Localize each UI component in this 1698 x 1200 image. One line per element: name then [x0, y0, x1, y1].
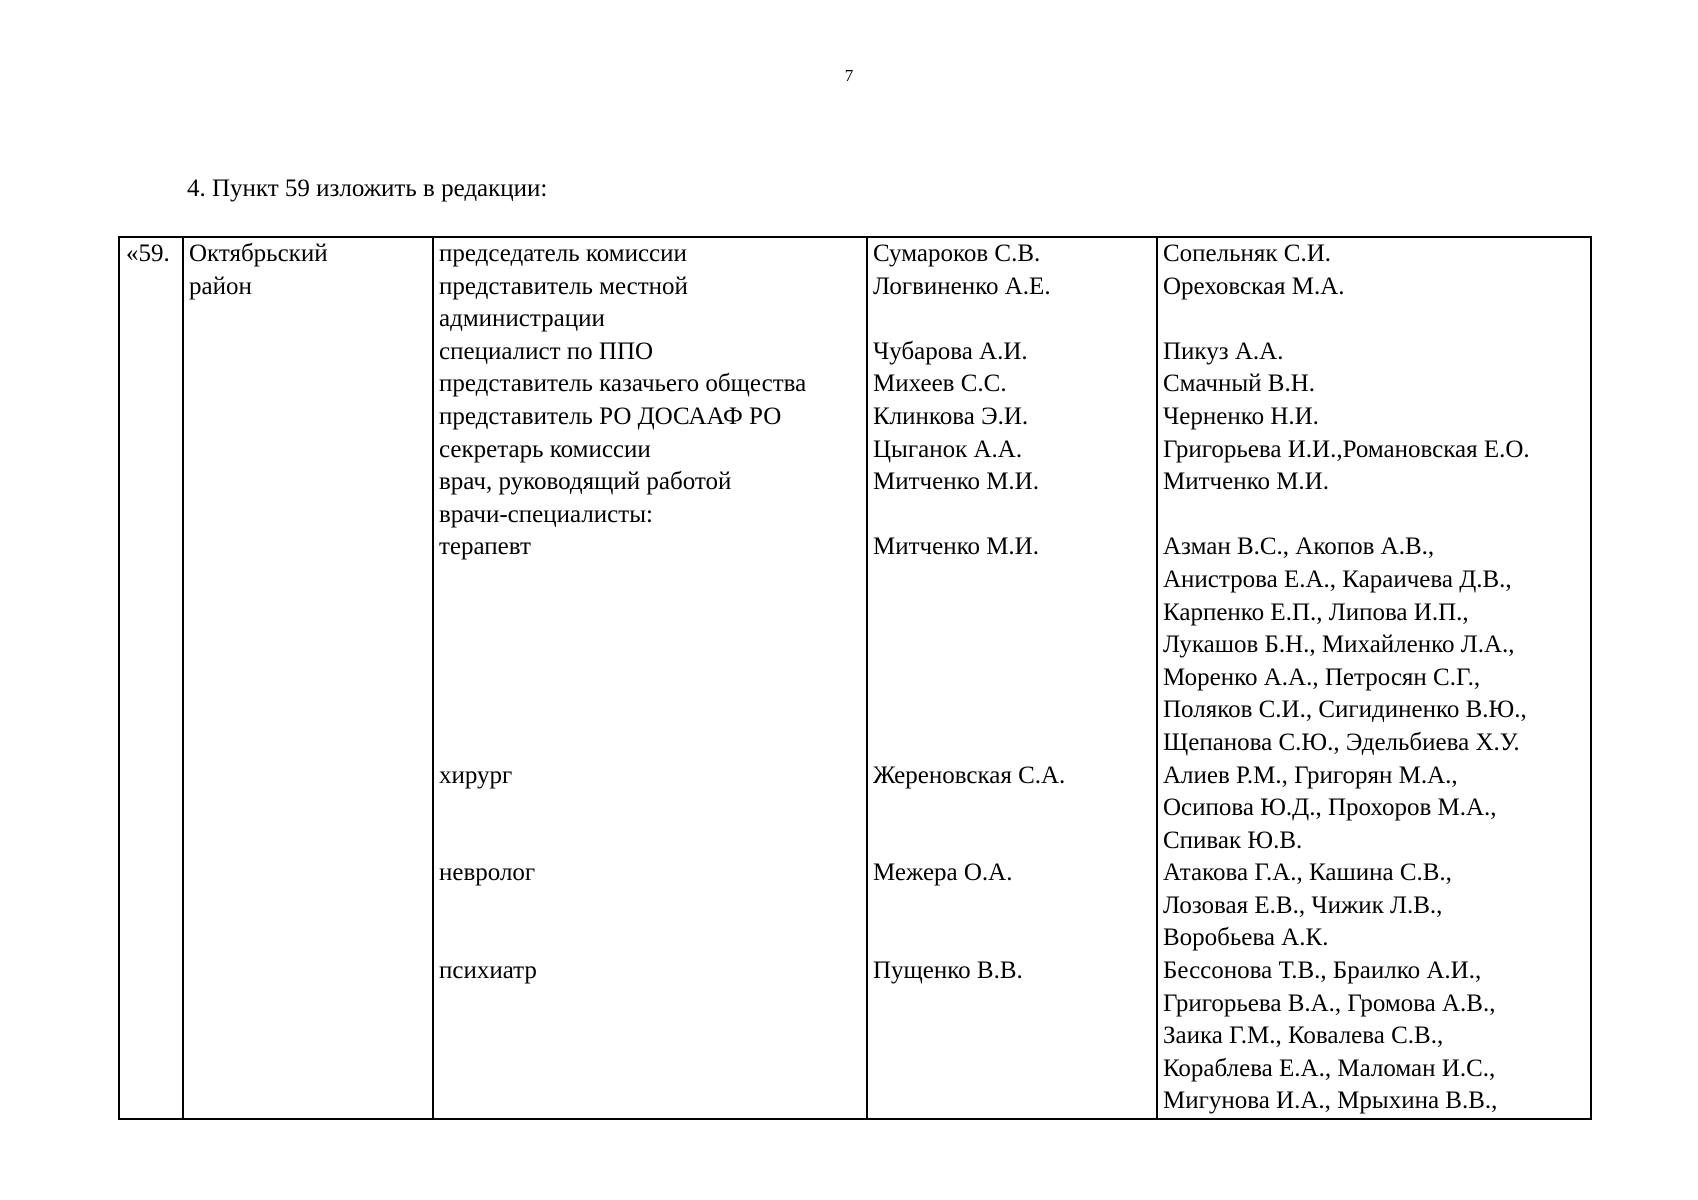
role-line: администрации — [439, 305, 605, 333]
reserve-member-cell — [1157, 237, 1591, 1119]
role-line — [439, 922, 866, 955]
main-member-line: Михеев С.С. — [873, 370, 1007, 398]
reserve-member-line: Щепанова С.Ю., Эдельбиева Х.У. — [1163, 728, 1520, 756]
role-cell — [433, 237, 867, 1119]
main-member-line — [873, 694, 1156, 727]
main-member-cell — [867, 237, 1157, 1119]
main-member-line: Митченко М.И. — [873, 533, 1039, 561]
role-line: председатель комиссии — [439, 240, 687, 267]
role-line — [439, 825, 866, 858]
reserve-member-line: Ореховская М.А. — [1163, 272, 1345, 300]
reserve-member-line: Черненко Н.И. — [1163, 402, 1319, 430]
main-member-line — [873, 499, 1156, 532]
table-row — [119, 237, 1591, 1119]
main-member-line — [873, 303, 1156, 336]
reserve-member-line: Бессонова Т.В., Браилко А.И., — [1163, 957, 1482, 985]
role-line: представитель казачьего общества — [439, 370, 807, 398]
item-number: «59. — [126, 240, 170, 267]
reserve-member-line: Лукашов Б.Н., Михайленко Л.А., — [1163, 631, 1515, 659]
reserve-member-line: Смачный В.Н. — [1163, 370, 1316, 398]
reserve-member-line: Заика Г.М., Ковалева С.В., — [1163, 1022, 1444, 1050]
reserve-member-line: Григорьева В.А., Громова А.В., — [1163, 989, 1496, 1017]
main-member-line — [873, 825, 1156, 858]
main-member-line — [873, 629, 1156, 662]
role-line — [439, 792, 866, 825]
district-cell — [183, 237, 433, 1119]
role-line: психиатр — [439, 957, 537, 985]
reserve-member-line: Азман В.С., Акопов А.В., — [1163, 533, 1435, 561]
main-member-line: Чубарова А.И. — [873, 337, 1028, 365]
role-line: невролог — [439, 859, 536, 887]
reserve-member-line: Пикуз А.А. — [1163, 337, 1284, 365]
reserve-member-line: Мигунова И.А., Мрыхина В.В., — [1163, 1087, 1498, 1115]
intro-paragraph: 4. Пункт 59 изложить в редакции: — [187, 175, 548, 202]
main-member-line — [873, 597, 1156, 630]
role-line: секретарь комиссии — [439, 435, 651, 463]
reserve-member-line: Сопельняк С.И. — [1163, 240, 1332, 267]
reserve-member-line: Воробьева А.К. — [1163, 924, 1329, 952]
main-member-line: Клинкова Э.И. — [873, 402, 1029, 430]
commission-table — [118, 236, 1592, 1120]
reserve-member-line: Атакова Г.А., Кашина С.В., — [1163, 859, 1452, 887]
reserve-member-line: Осипова Ю.Д., Прохоров М.А., — [1163, 794, 1497, 822]
reserve-member-line — [1163, 499, 1590, 532]
role-line — [439, 564, 866, 597]
reserve-member-line: Анистрова Е.А., Караичева Д.В., — [1163, 565, 1512, 593]
district-line: район — [189, 272, 252, 300]
reserve-member-line: Поляков С.И., Сигидиненко В.Ю., — [1163, 696, 1527, 724]
reserve-member-line: Митченко М.И. — [1163, 468, 1329, 496]
main-member-line: Сумароков С.В. — [873, 240, 1041, 267]
item-number-cell — [119, 237, 183, 1119]
main-member-line — [873, 564, 1156, 597]
role-line — [439, 662, 866, 695]
reserve-member-line: Кораблева Е.А., Маломан И.С., — [1163, 1054, 1496, 1082]
main-member-line — [873, 727, 1156, 760]
main-member-line: Цыганок А.А. — [873, 435, 1023, 463]
role-line — [439, 597, 866, 630]
reserve-member-line — [1163, 303, 1590, 336]
main-member-line: Пущенко В.В. — [873, 957, 1023, 985]
district-line: Октябрьский — [189, 240, 328, 267]
reserve-member-line: Моренко А.А., Петросян С.Г., — [1163, 663, 1481, 691]
role-line: врачи-специалисты: — [439, 500, 653, 528]
main-member-line — [873, 922, 1156, 955]
reserve-member-line: Алиев Р.М., Григорян М.А., — [1163, 761, 1458, 789]
role-line: терапевт — [439, 533, 531, 561]
role-line — [439, 890, 866, 923]
main-member-line — [873, 792, 1156, 825]
reserve-member-line: Лозовая Е.В., Чижик Л.В., — [1163, 891, 1443, 919]
role-line: врач, руководящий работой — [439, 468, 732, 496]
reserve-member-line: Спивак Ю.В. — [1163, 826, 1303, 854]
main-member-line: Межера О.А. — [873, 859, 1013, 887]
main-member-line — [873, 890, 1156, 923]
main-member-line: Жереновская С.А. — [873, 761, 1066, 789]
role-line — [439, 629, 866, 662]
role-line: представитель РО ДОСААФ РО — [439, 402, 782, 430]
main-member-line: Логвиненко А.Е. — [873, 272, 1051, 300]
page-number: 7 — [844, 66, 854, 85]
reserve-member-line: Карпенко Е.П., Липова И.П., — [1163, 598, 1469, 626]
role-line — [439, 694, 866, 727]
reserve-member-line: Григорьева И.И.,Романовская Е.О. — [1163, 435, 1530, 463]
role-line — [439, 727, 866, 760]
main-member-line — [873, 662, 1156, 695]
main-member-line: Митченко М.И. — [873, 468, 1039, 496]
role-line: хирург — [439, 761, 513, 789]
role-line: представитель местной — [439, 272, 688, 300]
role-line: специалист по ППО — [439, 337, 654, 365]
